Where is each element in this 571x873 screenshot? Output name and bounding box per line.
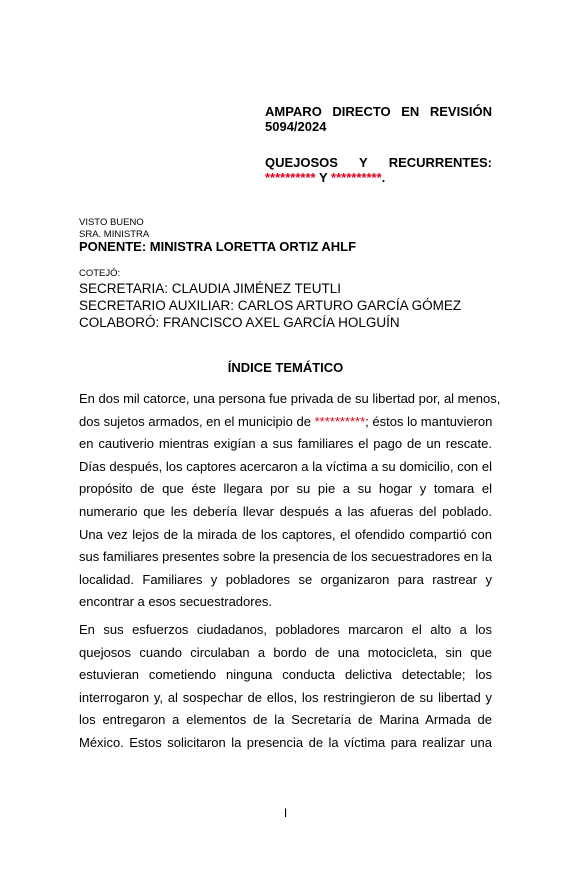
paragraph-line: encontrar a esos secuestradores. [79, 594, 272, 610]
case-number: 5094/2024 [265, 119, 327, 134]
visto-bueno-label: VISTO BUENO [79, 217, 144, 228]
secretaria-line: SECRETARIA: CLAUDIA JIMÉNEZ TEUTLI [79, 281, 342, 296]
paragraph-line: numerario que les debería llevar después a las afueras del poblado. [79, 503, 492, 519]
paragraph-line: quejosos cuando circulaban a bordo de una motocicleta, sin que [79, 644, 492, 660]
paragraph-line: localidad. Familiares y pobladores se organizaron para rastrear y [79, 571, 492, 587]
paragraph-line: sus familiares presentes sobre la presencia de los secuestradores en la [79, 549, 492, 565]
names-connector: Y [315, 170, 332, 185]
redacted-municipality: ********** [314, 413, 366, 429]
paragraph-line: propósito de que éste llegara por su pie a su hogar y tomara el [79, 481, 492, 497]
paragraph-line: dos sujetos armados, en el municipio de **********; éstos lo mantuvieron [79, 413, 493, 429]
case-number-line: AMPARO DIRECTO EN REVISIÓN [265, 104, 492, 119]
secretario-auxiliar-line: SECRETARIO AUXILIAR: CARLOS ARTURO GARCÍA GÓMEZ [79, 298, 462, 313]
page-number: I [283, 806, 288, 820]
redacted-name-2: ********** [331, 170, 382, 185]
paragraph-line: interrogaron y, al sospechar de ellos, los restringieron de su libertad y [79, 689, 492, 705]
sra-ministra-label: SRA. MINISTRA [79, 229, 150, 240]
paragraph-line: en cautiverio mientras exigían a sus familiares el pago de un rescate. [79, 436, 492, 452]
quejosos-label: QUEJOSOS Y RECURRENTES: [265, 155, 492, 170]
paragraph-1 [79, 388, 501, 614]
case-header [265, 104, 492, 185]
colaboro-line: COLABORÓ: FRANCISCO AXEL GARCÍA HOLGUÍN [79, 315, 400, 330]
paragraph-line: México. Estos solicitaron la presencia de la víctima para realizar una [79, 734, 492, 750]
paragraph-line: En sus esfuerzos ciudadanos, pobladores marcaron el alto a los [79, 622, 492, 637]
paragraph-2 [79, 619, 492, 755]
cotejo-label: COTEJÓ: [79, 268, 121, 279]
paragraph-line: Una vez lejos de la mirada de los captores, el ofendido compartió con [79, 526, 492, 542]
paragraph-line: Días después, los captores acercaron a la víctima a su domicilio, con el [79, 458, 492, 474]
ponente-line: PONENTE: MINISTRA LORETTA ORTIZ AHLF [79, 239, 357, 254]
names-period: . [381, 170, 386, 185]
paragraph-line: estuvieran cometiendo ninguna conducta delictiva detectable; los [79, 667, 492, 683]
section-title: ÍNDICE TEMÁTICO [227, 360, 344, 375]
redacted-name-1: ********** [265, 170, 316, 185]
paragraph-line: En dos mil catorce, una persona fue privada de su libertad por, al menos, [79, 391, 501, 406]
quejosos-names [265, 170, 492, 185]
paragraph-line: los entregaron a elementos de la Secretaría de Marina Armada de [79, 712, 492, 728]
